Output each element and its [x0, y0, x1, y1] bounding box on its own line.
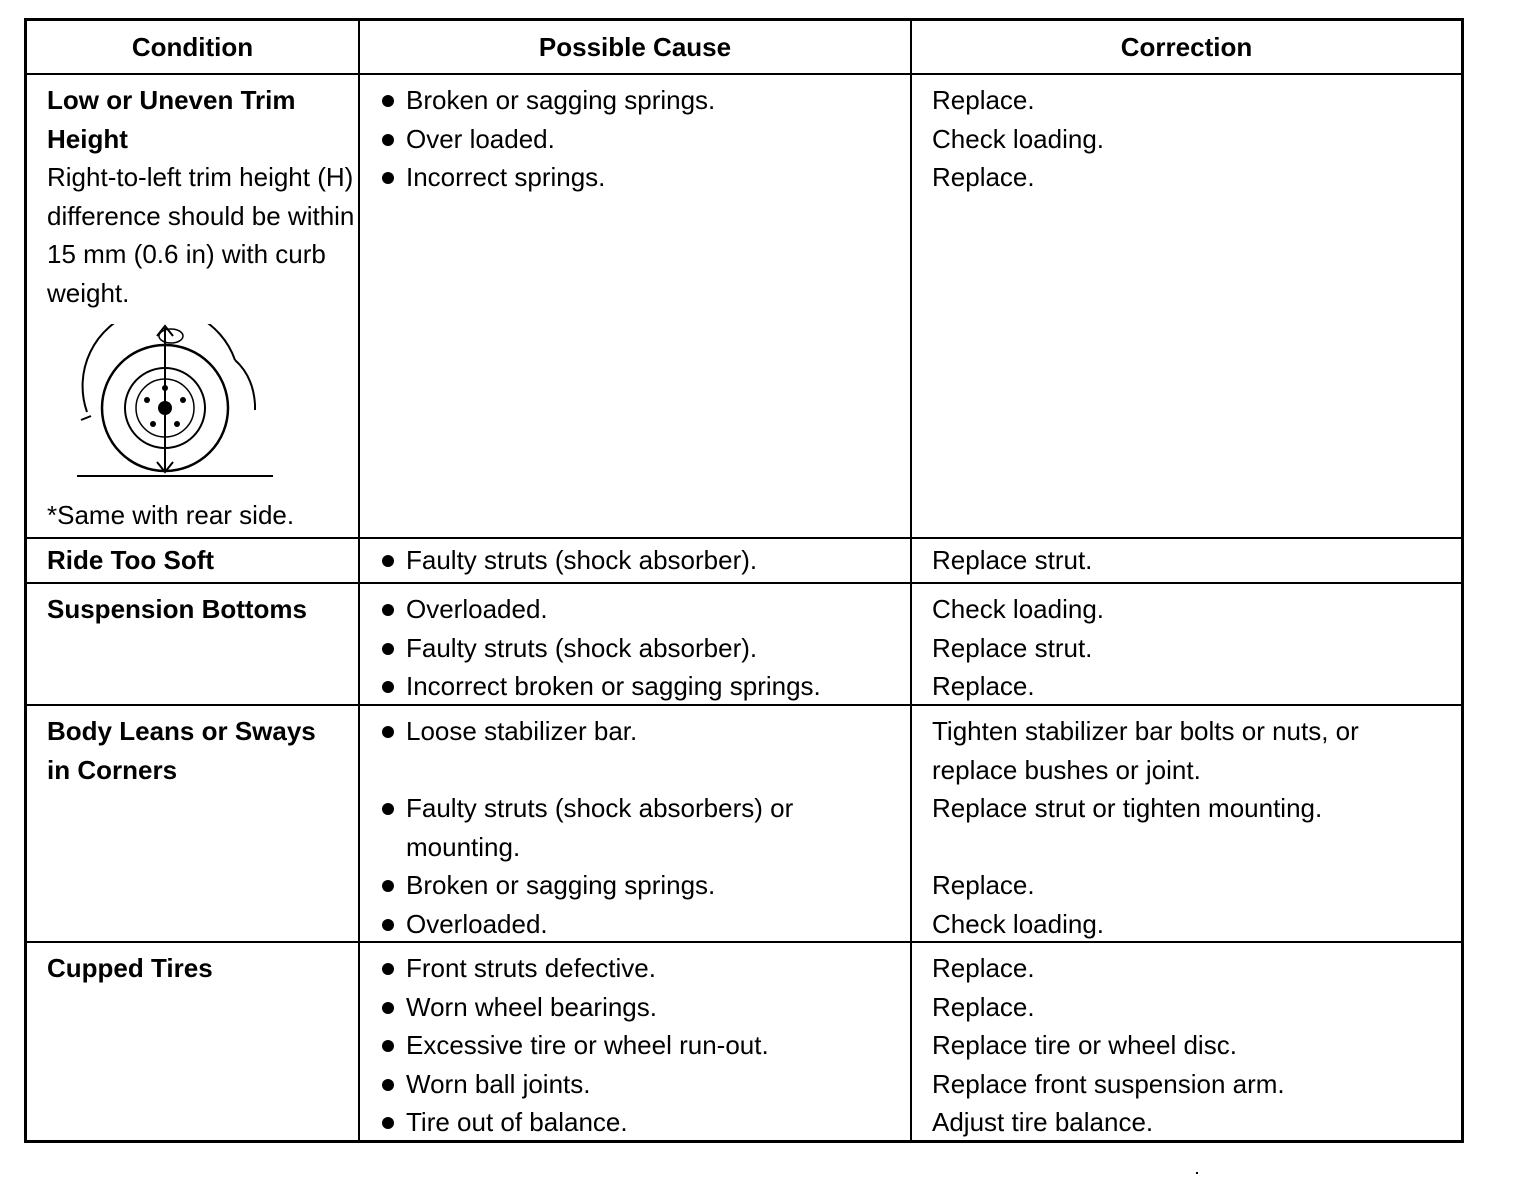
correction-item: Check loading.	[932, 123, 1104, 154]
header-possible-cause: Possible Cause	[360, 21, 912, 73]
correction-item: Check loading.	[932, 908, 1104, 939]
wheel-trim-height-diagram	[77, 324, 277, 482]
cause-cell	[360, 75, 912, 537]
correction-item: Replace strut or tighten mounting.	[932, 793, 1323, 823]
cause-item: Faulty struts (shock absorbers) or mounting.	[382, 789, 876, 866]
scan-speck	[1196, 1172, 1198, 1174]
correction-item: Replace.	[932, 870, 1035, 900]
cause-cell	[360, 539, 912, 582]
cause-item: Faulty struts (shock absorber).	[382, 541, 910, 580]
diagnosis-table	[24, 18, 1464, 1143]
correction-item: Tighten stabilizer bar bolts or nuts, or replace bushes or joint.	[932, 716, 1359, 785]
cause-item: Excessive tire or wheel run-out.	[382, 1026, 910, 1065]
correction-cell	[912, 706, 1461, 941]
cause-item: Faulty struts (shock absorber).	[382, 629, 910, 668]
condition-title: Cupped Tires	[47, 953, 213, 983]
correction-item: Replace.	[932, 671, 1035, 701]
correction-item: Check loading.	[932, 594, 1104, 624]
cause-item: Overloaded.	[382, 905, 910, 944]
spacer	[932, 828, 1461, 867]
spacer	[382, 751, 910, 790]
cause-item: Broken or sagging springs.	[382, 81, 910, 120]
cause-cell	[360, 584, 912, 704]
cause-item: Loose stabilizer bar.	[382, 712, 910, 751]
table-row	[27, 582, 1461, 704]
cause-item: Tire out of balance.	[382, 1103, 910, 1142]
correction-cell	[912, 584, 1461, 704]
condition-note: Right-to-left trim height (H) difference should be within 15 mm (0.6 in) with curb weight.	[47, 162, 355, 308]
cause-item: Front struts defective.	[382, 949, 910, 988]
condition-cell	[27, 539, 360, 582]
correction-cell	[912, 943, 1461, 1140]
header-correction: Correction	[1120, 31, 1253, 62]
correction-cell	[912, 75, 1461, 537]
correction-cell	[912, 539, 1461, 582]
correction-item: Replace.	[932, 953, 1035, 983]
condition-title: Low or Uneven Trim Height	[47, 85, 296, 154]
correction-item: Replace front suspension arm.	[932, 1068, 1285, 1099]
cause-item: Worn ball joints.	[382, 1065, 910, 1104]
condition-title: Body Leans or Sways in Corners	[47, 716, 316, 785]
header-condition: Condition	[27, 21, 360, 73]
cause-item: Overloaded.	[382, 590, 910, 629]
correction-item: Replace strut.	[932, 545, 1093, 575]
header-row	[27, 21, 1461, 73]
cause-item: Worn wheel bearings.	[382, 988, 910, 1027]
correction-item: Replace.	[932, 991, 1035, 1022]
table-row	[27, 537, 1461, 582]
table-row	[27, 704, 1461, 941]
figure-note: *Same with rear side.	[47, 500, 295, 530]
cause-cell	[360, 706, 912, 941]
correction-item: Replace strut.	[932, 632, 1093, 663]
condition-cell	[27, 75, 360, 537]
correction-item: Replace.	[932, 85, 1035, 115]
condition-cell	[27, 943, 360, 1140]
correction-item: Adjust tire balance.	[932, 1107, 1154, 1137]
condition-cell	[27, 584, 360, 704]
cause-item: Incorrect springs.	[382, 158, 910, 197]
table-row	[27, 73, 1461, 537]
correction-item: Replace tire or wheel disc.	[932, 1030, 1237, 1060]
correction-item: Replace.	[932, 162, 1035, 192]
cause-cell	[360, 943, 912, 1140]
condition-cell	[27, 706, 360, 941]
cause-item: Incorrect broken or sagging springs.	[382, 667, 910, 706]
table-row	[27, 941, 1461, 1140]
condition-title: Ride Too Soft	[47, 545, 215, 575]
cause-item: Broken or sagging springs.	[382, 866, 910, 905]
condition-title: Suspension Bottoms	[47, 594, 308, 624]
cause-item: Over loaded.	[382, 120, 910, 159]
